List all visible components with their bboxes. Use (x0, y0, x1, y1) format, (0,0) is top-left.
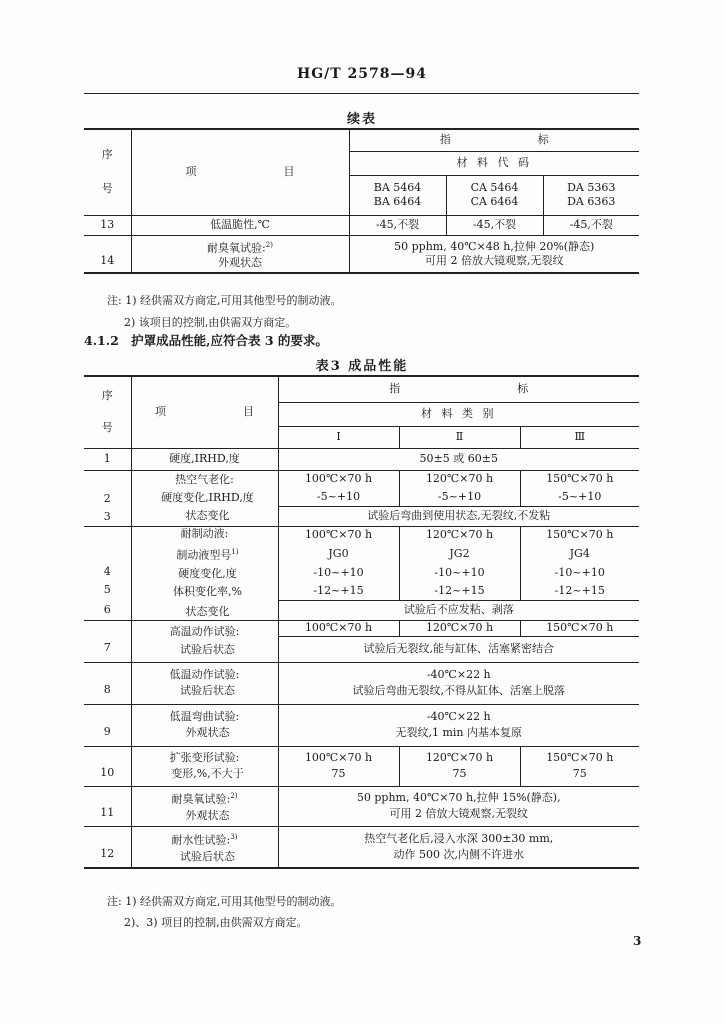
row-number-cell (84, 235, 131, 273)
table2-caption: 续表 (346, 112, 377, 127)
merged-value: 50 pphm, 40℃×48 h,拉伸 20%(静态) 可用 2 倍放大镜观察,无裂纹 (349, 235, 639, 273)
clause (84, 331, 328, 349)
item-header: 项 (155, 405, 166, 419)
material-code-col-2: CA 5464 CA 6464 (446, 175, 543, 215)
table2-note-2: 2) 该项目的控制,由供需双方商定。 (124, 316, 297, 329)
class-1: Ⅰ (278, 426, 399, 448)
row-number: 13 (84, 215, 131, 235)
item-header-cell (131, 129, 349, 215)
index-header-zhi: 指 (439, 133, 451, 147)
page-number: 3 (633, 934, 642, 948)
seq-header: 序 (101, 389, 113, 403)
table-row: 4 5 6 耐制动液: 制动液型号$^{1)}$ 硬度变化,度 体积变化率,% 状态变化 100℃×70 h 120℃×70 h 150℃×70 h (84, 526, 639, 544)
item-header: 项 (185, 165, 197, 179)
seq-header-cell (84, 376, 131, 448)
row-value: -45,不裂 (349, 215, 446, 235)
table-row: 11 耐臭氧试验:$^{2)}$ 外观状态 50 pphm, 40℃×70 h,拉伸 15%(静态), 可用 2 倍放大镜观察,无裂纹 (84, 786, 639, 826)
table-row: 12 耐水性试验:$^{3)}$ 试验后状态 热空气老化后,浸入水深 300±30 mm, 动作 500 次,内侧不许进水 (84, 826, 639, 868)
table-row: 9 低温弯曲试验: 外观状态 -40℃×22 h 无裂纹,1 min 内基本复原 (84, 704, 639, 746)
index-header (278, 376, 639, 402)
item-header-cell (131, 376, 278, 448)
row-value: -45,不裂 (446, 215, 543, 235)
clause-number: 4.1.2 (84, 333, 119, 348)
table-row: 8 低温动作试验: 试验后状态 -40℃×22 h 试验后弯曲无裂纹,不得从缸体、活塞上脱落 (84, 662, 639, 704)
index-header-zhi: 指 (389, 382, 401, 396)
no-header: 号 (101, 182, 113, 196)
standard-header: HG/T 2578—94 (296, 66, 428, 82)
index-header-biao: 标 (517, 382, 529, 396)
material-code-col-3: DA 5363 DA 6363 (543, 175, 639, 215)
row-number: 14 (100, 253, 115, 267)
seq-header: 序 (101, 148, 113, 162)
item-header-mu: 目 (243, 405, 254, 419)
no-header: 号 (101, 421, 113, 435)
seq-header-cell (84, 129, 131, 215)
table3: 序 号 项 目 指 标 材 料 类 别 Ⅰ Ⅱ Ⅲ 1 硬度,IRHD,度 50±5 或 60±5 2 3 热空气老化: 硬度变化,IRHD,度 状态变化 100℃×70 h 120℃×70 h 150℃×70 h -5~+10 -5~+10 -5~+10 试验后弯曲到使用状态,无裂纹,不发粘 4 5 6 耐制动液: 制动液型号$^{1)}$ 硬度变化,度 体积变化率,% 状态变化 100℃×70 h 120℃×70 h 150℃×70 h JG0 JG2 JG4 -10~+10 -10~+10 -10~+10 -12~+15 -12~+15 -12~+15 试验后不应发粘、剥落 7 高温动作试验: 试验后状态 100℃×70 h 120℃×70 h 150℃×70 h 试验后无裂纹,能与缸体、活塞紧密结合 8 低温动作试验: 试验后状态 -40℃×22 h 试验后弯曲无裂纹,不得从缸体、活塞上脱落 9 低温弯曲试验: 外观状态 -40℃×22 h 无裂纹,1 min 内基本复原 10 扩张变形试验: 变形,%,不大于 100℃×70 h 75 120℃×70 h 75 150℃×70 h 75 11 耐臭氧试验:$^{2)}$ 外观状态 50 pphm, 40℃×70 h,拉伸 15%(静态), 可用 2 倍放大镜观察,无裂纹 12 耐水性试验:$^{3)}$ 试验后状态 热空气老化后,浸入水深 300±30 mm, 动作 500 次,内侧不许进水 (84, 375, 639, 869)
header-rule (84, 93, 639, 94)
material-code-header: 材 料 代 码 (349, 151, 639, 175)
class-2: Ⅱ (399, 426, 520, 448)
material-code-col-1: BA 5464 BA 6464 (349, 175, 446, 215)
table-row (84, 235, 639, 273)
table3-caption: 表3 成品性能 (315, 359, 409, 374)
row-value: -45,不裂 (543, 215, 639, 235)
table2-note-1: 注: 1) 经供需双方商定,可用其他型号的制动液。 (107, 294, 342, 307)
table-row: 10 扩张变形试验: 变形,%,不大于 100℃×70 h 75 120℃×70 h 75 150℃×70 h 75 (84, 746, 639, 786)
row-item: 低温脆性,℃ (131, 215, 349, 235)
item-header-mu: 目 (283, 165, 295, 179)
table3-note-1: 注: 1) 经供需双方商定,可用其他型号的制动液。 (107, 895, 342, 908)
clause-text: 护罩成品性能,应符合表 3 的要求。 (131, 333, 328, 348)
row-item-cell: 耐臭氧试验:$^{2)}$ 外观状态 (131, 235, 349, 273)
index-header (349, 129, 639, 151)
table-row (84, 215, 639, 235)
material-class-header: 材 料 类 别 (278, 402, 639, 426)
index-header-biao: 标 (537, 133, 549, 147)
table2 (84, 128, 639, 274)
class-3: Ⅲ (520, 426, 639, 448)
table-row: 2 3 热空气老化: 硬度变化,IRHD,度 状态变化 100℃×70 h 120℃×70 h 150℃×70 h (84, 470, 639, 488)
table3-note-2: 2)、3) 项目的控制,由供需双方商定。 (124, 916, 308, 929)
table-row: 7 高温动作试验: 试验后状态 100℃×70 h 120℃×70 h 150℃×70 h (84, 620, 639, 636)
table-row: 1 硬度,IRHD,度 50±5 或 60±5 (84, 448, 639, 470)
